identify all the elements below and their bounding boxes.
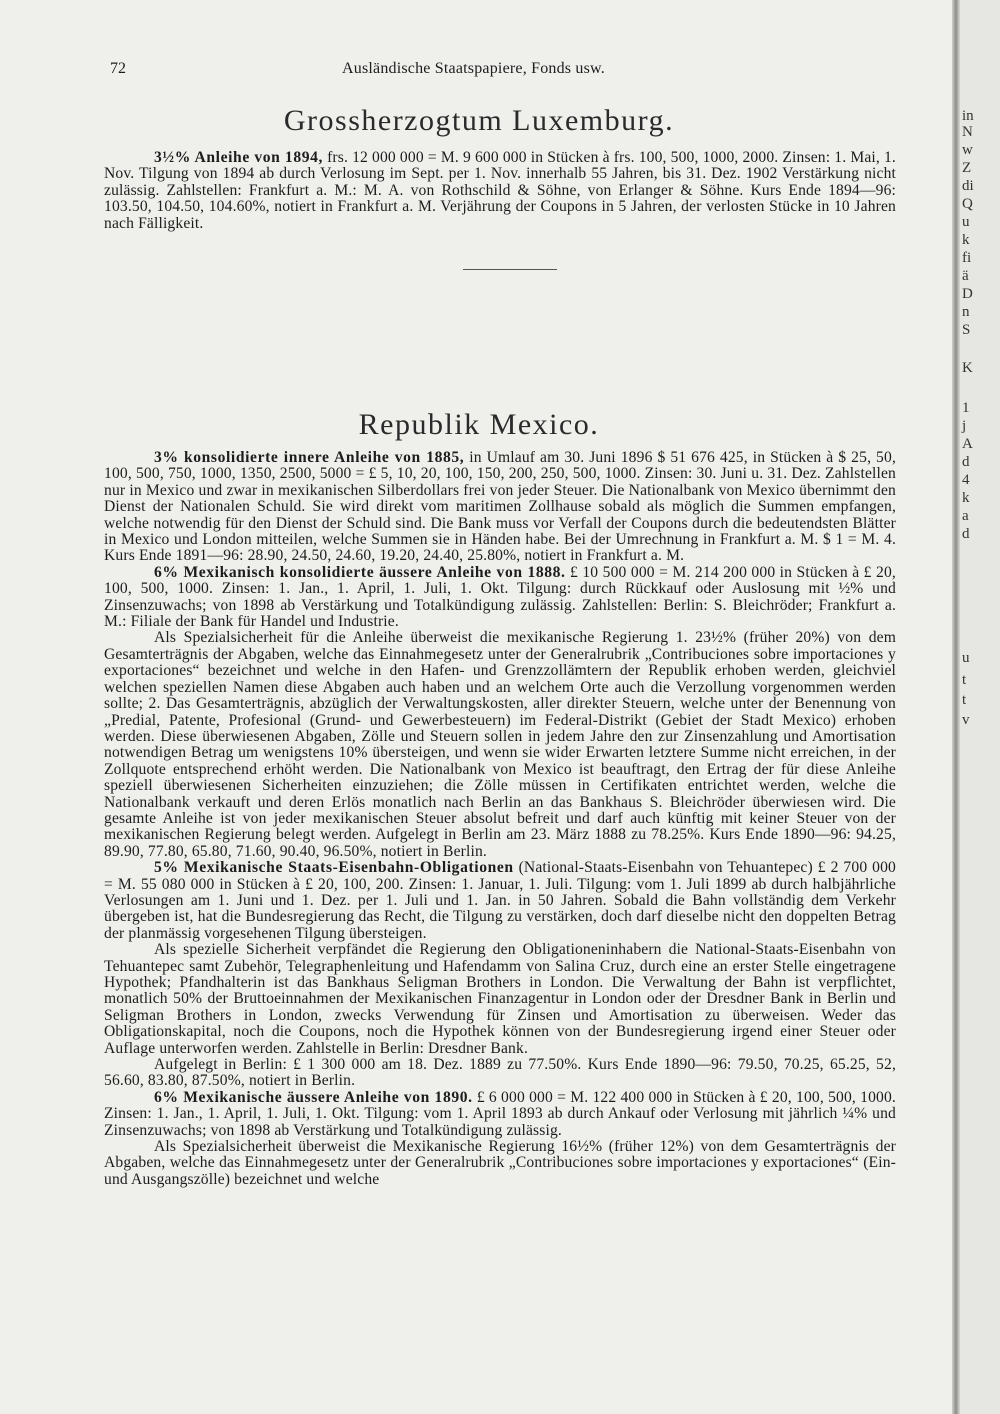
adjacent-page-fragment: Z [962,160,972,176]
section-title-mexico: Republik Mexico. [358,408,600,441]
loan-heading: 6% Mexikanisch konsolidierte äussere Anleihe von 1888. [154,563,566,581]
loan-heading: 3½% Anleihe von 1894, [154,149,324,166]
section-divider [463,269,557,270]
mexico-paragraph [104,1090,896,1139]
adjacent-page-fragment: Q [962,196,973,212]
adjacent-page-fragment: k [962,490,970,506]
adjacent-page-fragment: di [962,178,974,194]
adjacent-page-fragment: fi [962,250,972,266]
loan-text: (National-Staats-Eisenbahn von Tehuantepec) £ 2 700 000 = M. 55 080 000 in Stücken à £ 20, 100, 200. Zinsen: 1. Januar, 1. Juli. Tilgung: vom 1. Juli 1899 ab durch halbjährliche Verlosungen am 1. Juni und 1. Dez. per 1. Juli und 1. Jan. in 50 Jahren. Sobald die Bahn vollständig dem Verkehr übergeben ist, hat die Bundesregierung das Recht, die Tilgung zu verstärken, doch darf dieselbe nicht den doppelten Betrag der planmässig vorgesehenen Tilgung übersteigen. [104,859,896,942]
adjacent-page-fragment: d [962,454,970,470]
book-gutter [952,0,960,1414]
adjacent-page-fragment: d [962,526,970,542]
section-title-luxemburg: Grossherzogtum Luxemburg. [283,104,675,137]
adjacent-page-fragment: in [962,108,974,124]
mexico-paragraph: Als Spezialsicherheit überweist die Mexikanische Regierung 16½% (früher 12%) von dem Gesamterträgnis der Abgaben, welche das Einnahmegesetz unter der Generalrubrik „Contribuciones sobre importaciones y exportaciones“ (Ein- und Ausgangszölle) bezeichnet und welche [104,1138,896,1188]
adjacent-page-fragment: j [962,418,967,434]
adjacent-page-fragment: 4 [962,472,970,488]
adjacent-page-fragment: t [962,692,967,708]
loan-heading: 5% Mexikanische Staats-Eisenbahn-Obligationen [154,859,514,877]
loan-text: £ 10 500 000 = M. 214 200 000 in Stücken à £ 20, 100, 500, 1000. Zinsen: 1. Jan., 1. April, 1. Juli, 1. Okt. Tilgung: durch Rückkauf oder Auslosung mit ½% und Zinsenzuwachs; von 1898 ab Verstärkung und Totalkündigung zulässig. Zahlstellen: Berlin: S. Bleichröder; Frankfurt a. M.: Filiale der Bank für Handel und Industrie. [104,563,896,631]
page-header [110,60,670,82]
adjacent-page-fragment: ä [962,268,969,284]
adjacent-page-fragment: A [962,436,973,452]
adjacent-page-fragment: v [962,712,970,728]
adjacent-page-fragment: k [962,232,970,248]
mexico-paragraph [104,565,896,631]
loan-text: £ 6 000 000 = M. 122 400 000 in Stücken à £ 20, 100, 500, 1000. Zinsen: 1. Jan., 1. April, 1. Juli, 1. Okt. Tilgung: vom 1. April 1893 ab durch Ankauf oder Verlosung mit jährlich ¼% und Zinsenzuwachs; von 1898 ab Verstärkung und Totalkündigung zulässig. [104,1088,896,1139]
adjacent-page-fragment: u [962,214,970,230]
adjacent-page-fragment: N [962,124,973,140]
adjacent-page-fragment: u [962,650,970,666]
mexico-paragraph [104,860,896,942]
adjacent-page-fragment: 1 [962,400,970,416]
mexico-section [104,450,896,1188]
adjacent-page-fragment: S [962,322,971,338]
adjacent-page-fragment: w [962,142,973,158]
running-title: Ausländische Staatspapiere, Fonds usw. [342,60,605,77]
adjacent-page-fragment: n [962,304,970,320]
adjacent-page-fragment: a [962,508,969,524]
mexico-paragraph [104,450,896,565]
page-number: 72 [110,60,126,77]
adjacent-page-fragment: t [962,672,967,688]
adjacent-page-fragment: D [962,286,973,302]
mexico-paragraph: Aufgelegt in Berlin: £ 1 300 000 am 18. Dez. 1889 zu 77.50%. Kurs Ende 1890—96: 79.50, 70.25, 65.25, 52, 56.60, 83.80, 87.50%, notiert in Berlin. [104,1056,896,1090]
adjacent-page-edge [960,0,1000,1414]
luxemburg-paragraph [104,150,896,232]
loan-heading: 3% konsolidierte innere Anleihe von 1885, [154,449,465,466]
adjacent-page-fragment: K [962,360,973,376]
loan-text: in Umlauf am 30. Juni 1896 $ 51 676 425, in Stücken à $ 25, 50, 100, 500, 750, 1000, 1350, 2500, 5000 = £ 5, 10, 20, 100, 150, 200, 250, 500, 1000. Zinsen: 30. Juni u. 31. Dez. Zahlstellen nur in Mexico und zwar in mexikanischen Silberdollars frei von jeder Steuer. Die Nationalbank von Mexico übernimmt den Dienst der Nationalen Schuld. Sie wird direkt vom maritimen Zollhause sobald als möglich die Summen empfangen, welche notwendig für den Dienst der Schuld sind. Die Bank muss vor Verfall der Coupons durch die bedeutendsten Blätter in Mexico und London mitteilen, welche Summen sie in Händen habe. Bei der Umrechnung in Frankfurt a. M. $ 1 = M. 4. Kurs Ende 1891—96: 28.90, 24.50, 24.60, 19.20, 24.40, 25.80%, notiert in Frankfurt a. M. [104,449,896,565]
loan-heading: 6% Mexikanische äussere Anleihe von 1890. [154,1088,473,1106]
mexico-paragraph: Als Spezialsicherheit für die Anleihe überweist die mexikanische Regierung 1. 23½% (früher 20%) von dem Gesamterträgnis der Abgaben, welche das Einnahmegesetz unter der Generalrubrik „Contribuciones sobre importaciones y exportaciones“ bezeichnet und welche in den Hafen- und Grenzzollämtern der Republik erhoben werden, gleichviel welchen speziellen Namen diese Abgaben auch haben und an welchem Orte auch die Verzollung vorgenommen werden sollte; 2. Das Gesamterträgnis, abzüglich der Verwaltungskosten, aller direkter Steuern, welche unter der Benennung von „Predial, Patente, Profesional (Grund- und Gewerbesteuern) im Federal-Distrikt (Gebiet der Stadt Mexico) erhoben werden. Diese überwiesenen Abgaben, Zölle und Steuern sollen in jedem Jahre den zur Zinsenzahlung und Amortisation notwendigen Betrag um wenigstens 10% übersteigen, und wenn sie wider Erwarten letztere Summe nicht erreichen, in der Zollquote entsprechend erhöht werden. Die Nationalbank von Mexico ist beauftragt, den Ertrag der für diese Anleihe speziell überwiesenen Sicherheiten einzuziehen; die Zölle müssen in Certifikaten entrichtet werden, welche die Nationalbank verkauft und deren Erlös monatlich nach Berlin an das Bankhaus S. Bleichröder überwiesen wird. Die gesamte Anleihe ist von jeder mexikanischen Steuer absolut befreit und darf auch künftig mit keiner Steuer von der mexikanischen Regierung belegt werden. Aufgelegt in Berlin am 23. März 1888 zu 78.25%. Kurs Ende 1890—96: 94.25, 89.90, 77.80, 65.80, 71.60, 90.40, 96.50%, notiert in Berlin. [104,629,896,860]
luxemburg-section [104,150,896,232]
loan-text: frs. 12 000 000 = M. 9 600 000 in Stücken à frs. 100, 500, 1000, 2000. Zinsen: 1. Mai, 1. Nov. Tilgung von 1894 ab durch Verlosung im Sept. per 1. Nov. innerhalb 55 Jahren, bis 31. Dez. 1902 Verstärkung nicht zulässig. Zahlstellen: Frankfurt a. M.: M. A. von Rothschild & Söhne, von Erlanger & Söhne. Kurs Ende 1894—96: 103.50, 104.50, 104.60%, notiert in Frankfurt a. M. Verjährung der Coupons in 5 Jahren, der verlosten Stücke in 10 Jahren nach Fälligkeit. [104,149,896,232]
mexico-paragraph: Als spezielle Sicherheit verpfändet die Regierung den Obligationeninhabern die National-Staats-Eisenbahn von Tehuantepec samt Zubehör, Telegraphenleitung und Hafendamm von Salina Cruz, durch eine an erster Stelle eingetragene Hypothek; Pfandhalterin ist das Bankhaus Seligman Brothers in London. Die Verwaltung der Bahn ist verpflichtet, monatlich 50% der Bruttoeinnahmen der Mexikanischen Finanzagentur in London oder der Dresdner Bank in Berlin und Seligman Brothers in London, zwecks Verwendung für Zinsen und Amortisation zu überweisen. Weder das Obligationskapital, noch die Coupons, noch die Hypothek können von der Bundesregierung irgend einer Steuer oder Auflage unterworfen werden. Zahlstelle in Berlin: Dresdner Bank. [104,941,896,1057]
